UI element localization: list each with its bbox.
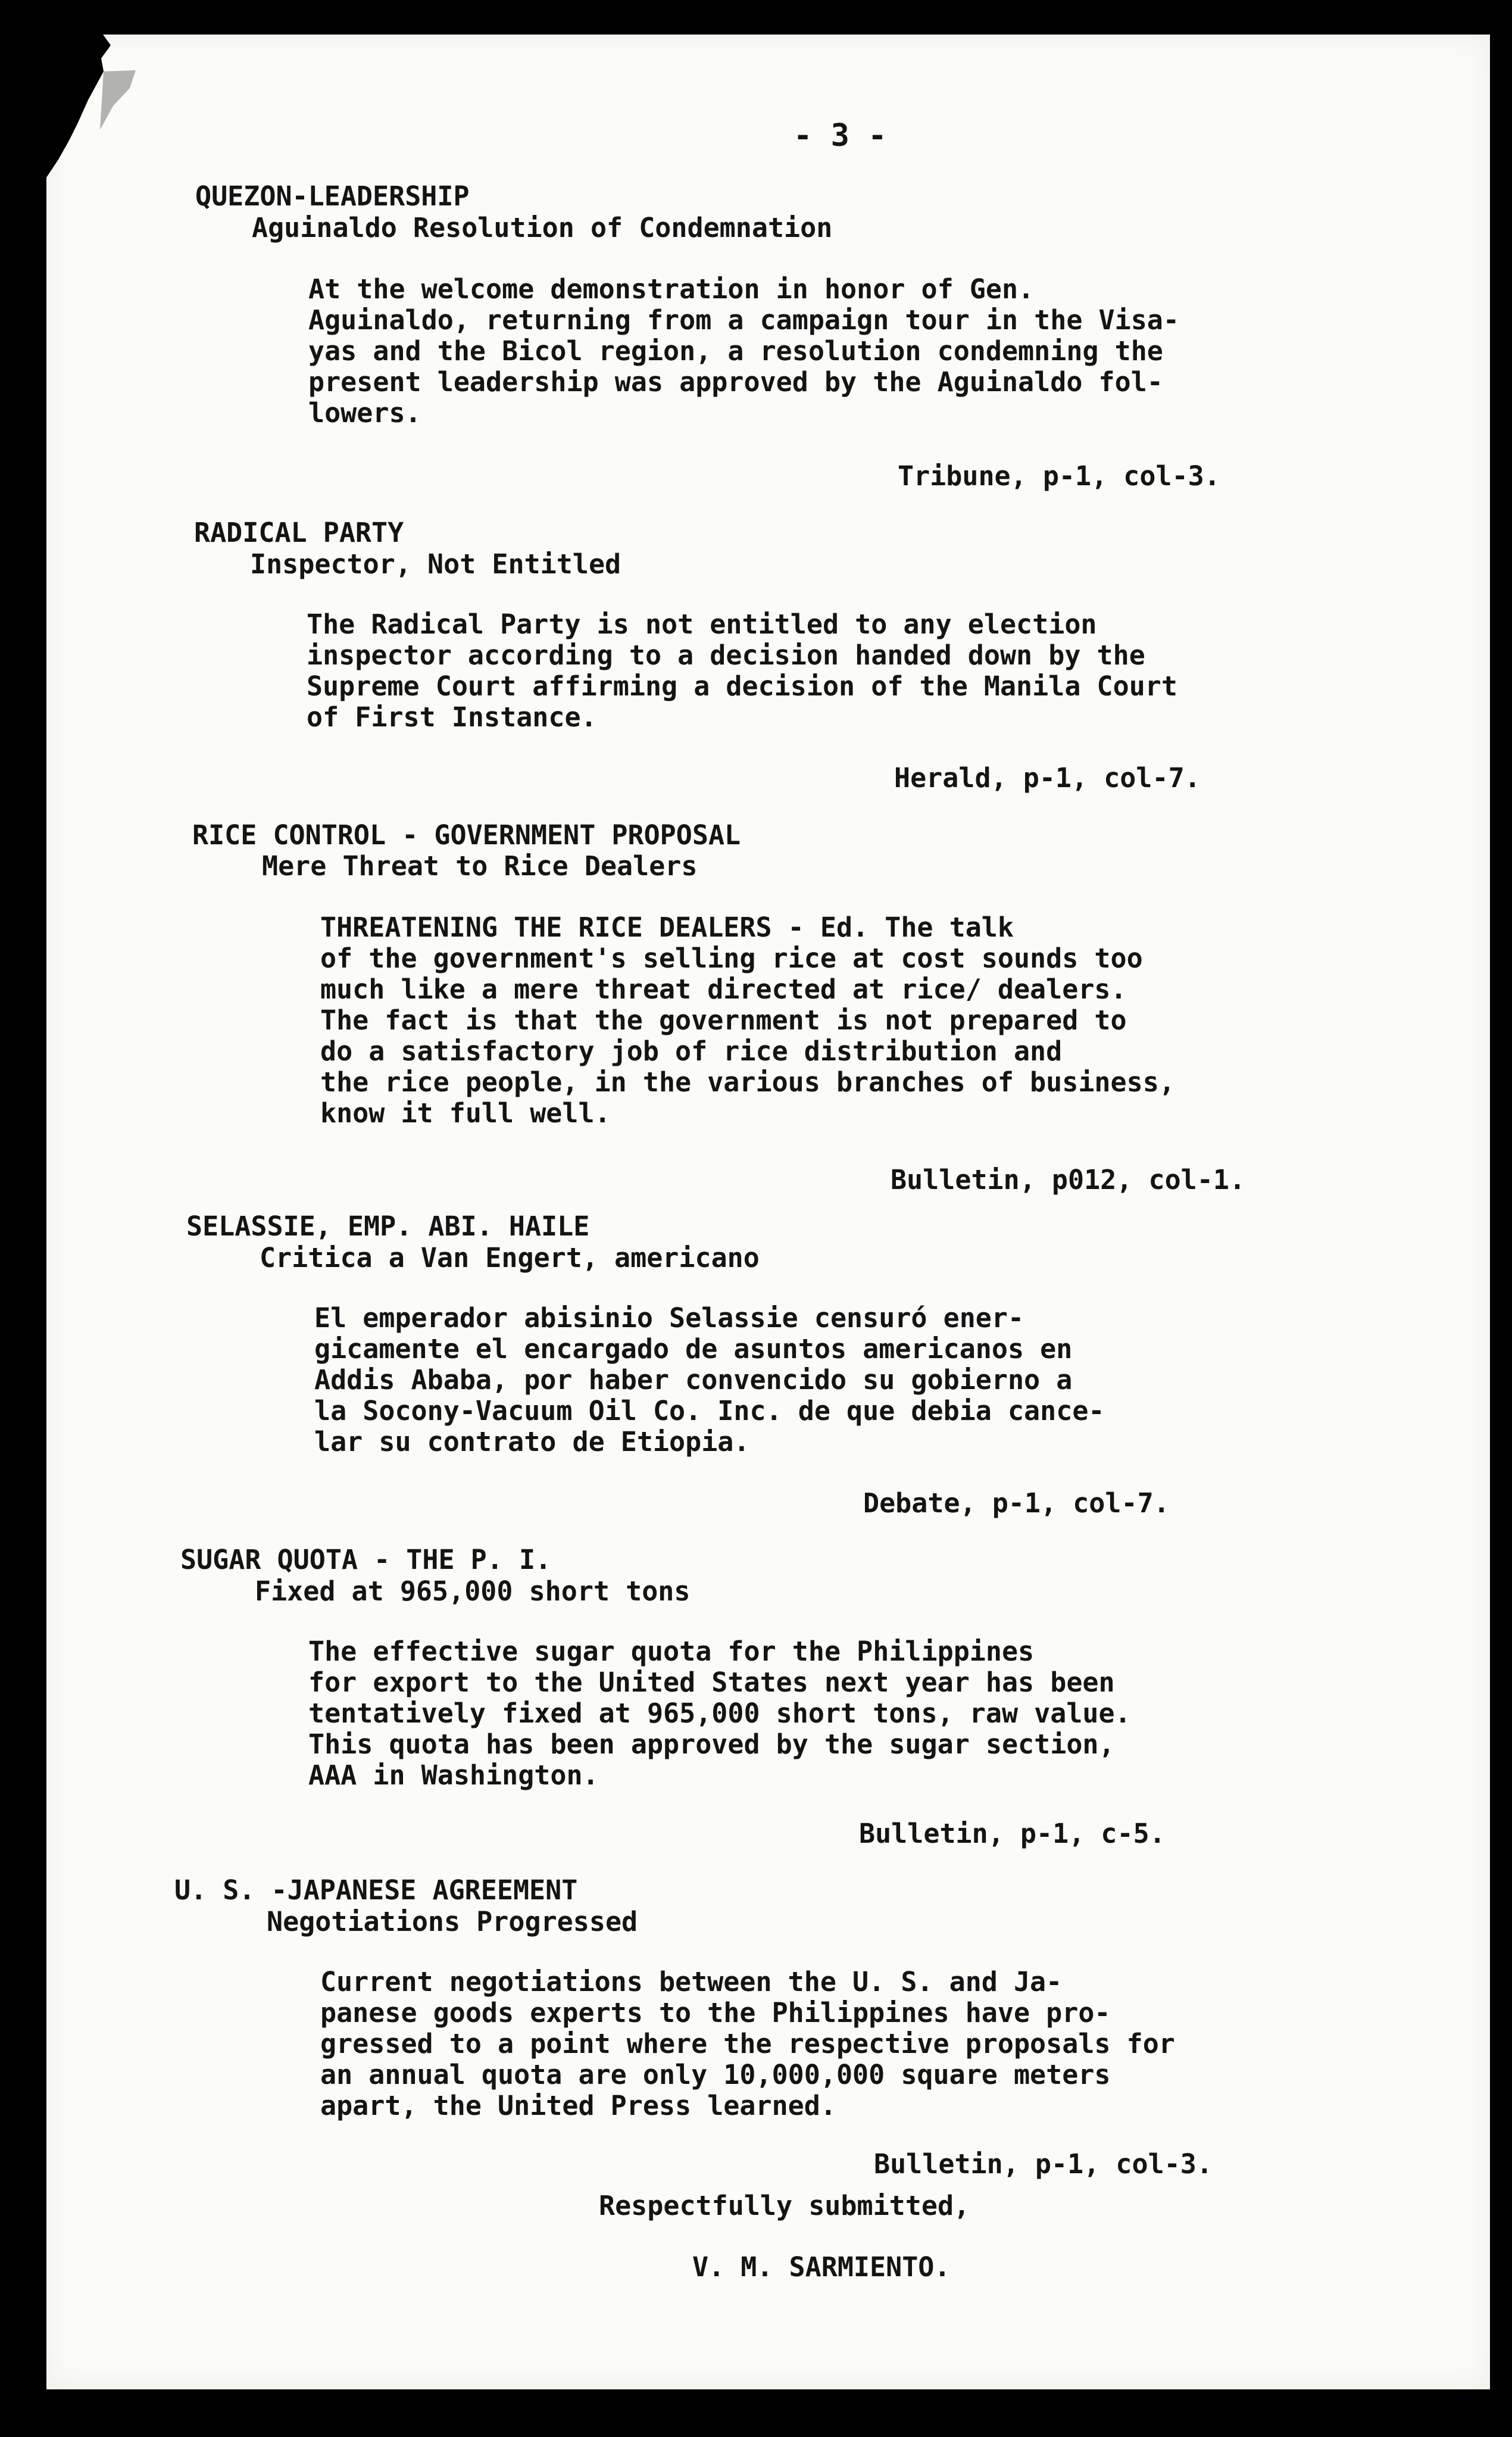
item-subheading: Aguinaldo Resolution of Condemnation (252, 212, 833, 244)
page-number: - 3 - (794, 118, 887, 154)
item-source: Bulletin, p-1, col-3. (874, 2148, 1213, 2180)
item-heading: RICE CONTROL - GOVERNMENT PROPOSAL (192, 819, 741, 851)
salutation: Respectfully submitted, (599, 2190, 970, 2221)
item-source: Tribune, p-1, col-3. (898, 460, 1220, 492)
item-heading: SELASSIE, EMP. ABI. HAILE (186, 1210, 590, 1242)
item-body: At the welcome demonstration in honor of Gen. Aguinaldo, returning from a campaign tour in the Visa- yas and the Bicol region, a resolution condemning the present leadership was approved by the Aguinaldo fol- lowers. (308, 273, 1179, 429)
item-heading: SUGAR QUOTA - THE P. I. (180, 1544, 552, 1575)
item-body: Current negotiations between the U. S. and Ja- panese goods experts to the Philippines have pro- gressed to a point where the respective proposals for an annual quota are only 10,000,000 square meters apart, the United Press learned. (320, 1966, 1175, 2121)
item-body: El emperador abisinio Selassie censuró ener- gicamente el encargado de asuntos americanos en Addis Ababa, por haber convencido su gobierno a la Socony-Vacuum Oil Co. Inc. de que debia cance- lar su contrato de Etiopia. (314, 1302, 1105, 1458)
item-source: Bulletin, p-1, c-5. (859, 1818, 1166, 1849)
signature: V. M. SARMIENTO. (692, 2251, 951, 2283)
item-heading: QUEZON-LEADERSHIP (195, 180, 470, 212)
item-body: The Radical Party is not entitled to any election inspector according to a decision handed down by the Supreme Court affirming a decision of the Manila Court of First Instance. (307, 609, 1177, 733)
item-heading: RADICAL PARTY (194, 517, 404, 548)
item-body: THREATENING THE RICE DEALERS - Ed. The talk of the government's selling rice at cost sounds too much like a mere threat directed at rice/ dealers. The fact is that the government is not prepared to do a satisfactory job of rice distribution and the rice people, in the various branches of business, know it full well. (320, 912, 1175, 1129)
item-subheading: Mere Threat to Rice Dealers (262, 850, 698, 882)
document-page (46, 35, 1490, 2389)
torn-corner (46, 35, 177, 189)
item-source: Herald, p-1, col-7. (894, 762, 1201, 794)
item-subheading: Fixed at 965,000 short tons (255, 1575, 691, 1607)
item-heading: U. S. -JAPANESE AGREEMENT (174, 1874, 578, 1906)
item-subheading: Critica a Van Engert, americano (260, 1242, 760, 1274)
item-subheading: Inspector, Not Entitled (250, 548, 621, 580)
item-source: Bulletin, p012, col-1. (891, 1164, 1246, 1196)
item-subheading: Negotiations Progressed (267, 1906, 638, 1937)
item-source: Debate, p-1, col-7. (863, 1487, 1170, 1519)
item-body: The effective sugar quota for the Philippines for export to the United States next year has been tentatively fixed at 965,000 short tons, raw value. This quota has been approved by the sugar section, AAA in Washington. (308, 1636, 1131, 1791)
